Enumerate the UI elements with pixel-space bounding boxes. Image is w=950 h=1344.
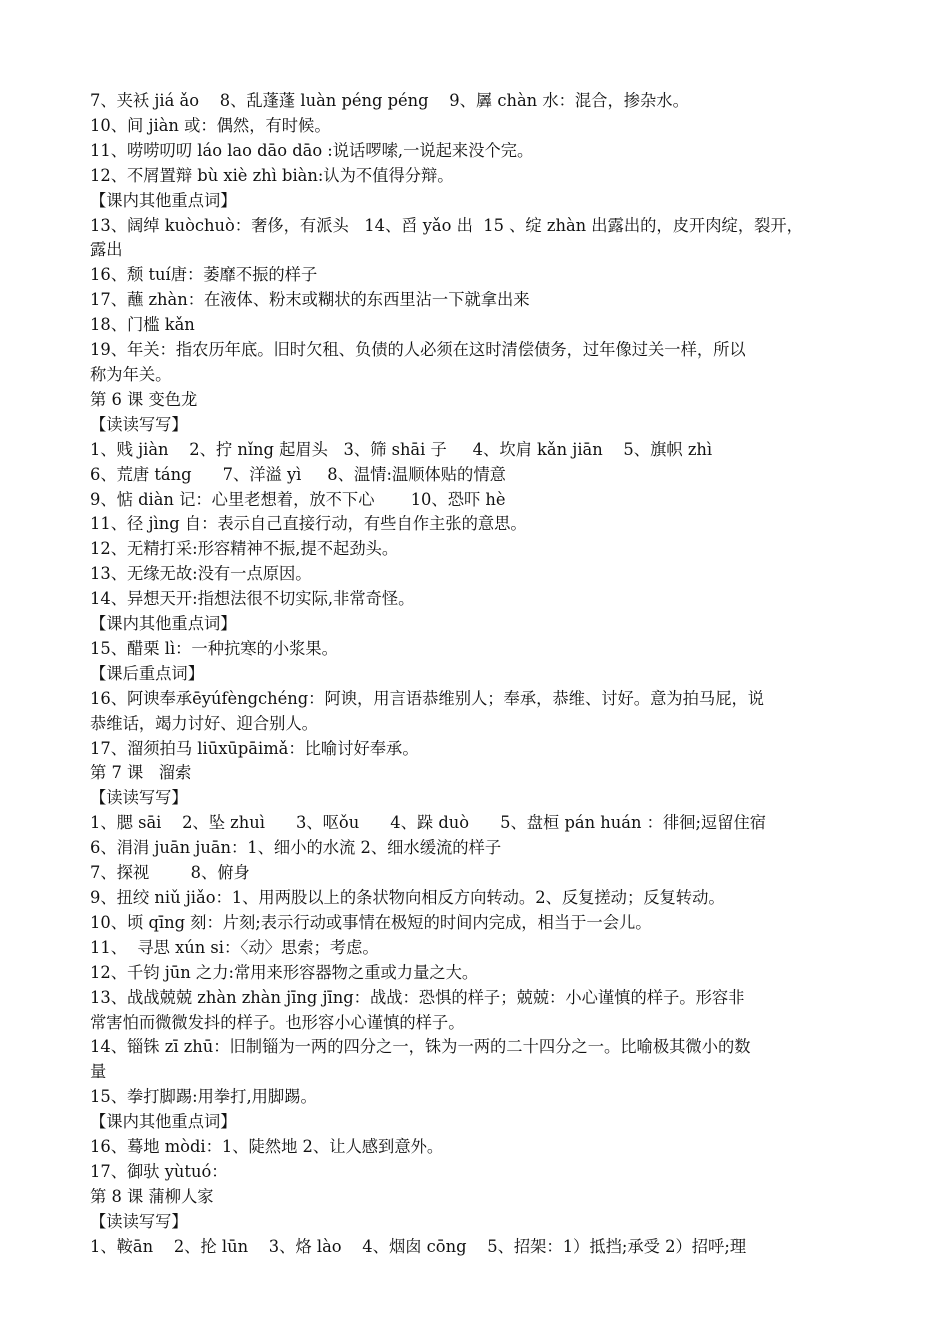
text-line: 18、门槛 kǎn (90, 315, 195, 335)
text-line: 常害怕而微微发抖的样子。也形容小心谨慎的样子。 (90, 1012, 465, 1032)
text-line: 16、阿谀奉承ēyúfèngchéng：阿谀，用言语恭维别人；奉承，恭维、讨好。意为拍马屁，说 (90, 688, 765, 708)
text-line: 9、惦 diàn 记：心里老想着，放不下心 10、恐吓 hè (90, 489, 506, 509)
text-line: 11、唠唠叨叨 láo lao dāo dāo :说话啰嗦,一说起来没个完。 (90, 140, 534, 160)
text-line: 7、夹袄 jiá ǎo 8、乱蓬蓬 luàn péng péng 9、羼 chàn 水：混合，掺杂水。 (90, 91, 689, 110)
text-line: 第 6 课 变色龙 (90, 389, 198, 409)
text-line: 16、颓 tuí唐：萎靡不振的样子 (90, 265, 318, 285)
text-line: 12、无精打采:形容精神不振,提不起劲头。 (90, 539, 399, 559)
text-line: 17、御驮 yùtuó： (90, 1161, 228, 1181)
text-line: 19、年关：指农历年底。旧时欠租、负债的人必须在这时清偿债务，过年像过关一样，所以 (90, 340, 746, 360)
text-line: 10、间 jiàn 或：偶然，有时候。 (90, 115, 331, 135)
text-line: 17、溜须拍马 liūxūpāimǎ：比喻讨好奉承。 (90, 738, 419, 758)
text-line: 6、荒唐 táng 7、洋溢 yì 8、温情:温顺体贴的情意 (90, 464, 506, 484)
text-line: 【读读写写】 (90, 788, 188, 808)
document-page (90, 89, 870, 1260)
text-line: 7、探视 8、俯身 (90, 863, 250, 883)
text-line: 【课后重点词】 (90, 663, 204, 683)
text-line: 【读读写写】 (90, 1211, 188, 1231)
text-line: 13、阔绰 kuòchuò：奢侈，有派头 14、舀 yǎo 出 15 、绽 zhàn 出露出的，皮开肉绽，裂开， (90, 215, 803, 235)
text-line: 13、战战兢兢 zhàn zhàn jīng jīng：战战：恐惧的样子；兢兢：小心谨慎的样子。形容非 (90, 987, 745, 1007)
text-line: 15、拳打脚踢:用拳打,用脚踢。 (90, 1087, 317, 1107)
text-line: 14、锱铢 zī zhū：旧制锱为一两的四分之一，铢为一两的二十四分之一。比喻极其微小的数 (90, 1037, 751, 1057)
text-line: 1、贱 jiàn 2、拧 nǐng 起眉头 3、筛 shāi 子 4、坎肩 kǎn jiān 5、旗帜 zhì (90, 439, 713, 459)
text-line: 13、无缘无故:没有一点原因。 (90, 564, 312, 584)
text-line: 称为年关。 (90, 364, 172, 384)
text-line: 15、醋栗 lì：一种抗寒的小浆果。 (90, 638, 338, 658)
text-line: 【读读写写】 (90, 414, 188, 434)
text-line: 恭维话，竭力讨好、迎合别人。 (90, 713, 318, 733)
text-line: 10、顷 qīng 刻：片刻;表示行动或事情在极短的时间内完成，相当于一会儿。 (90, 912, 652, 932)
text-line: 12、千钧 jūn 之力:常用来形容器物之重或力量之大。 (90, 962, 479, 982)
text-line: 【课内其他重点词】 (90, 190, 237, 210)
text-line: 16、蓦地 mòdi：1、陡然地 2、让人感到意外。 (90, 1137, 444, 1157)
text-line: 1、腮 sāi 2、坠 zhuì 3、呕ǒu 4、跺 duò 5、盘桓 pán huán ：徘徊;逗留住宿 (90, 813, 767, 833)
text-line: 6、涓涓 juān juān：1、细小的水流 2、细水缓流的样子 (90, 838, 502, 858)
text-line: 17、蘸 zhàn：在液体、粉末或糊状的东西里沾一下就拿出来 (90, 290, 530, 310)
text-line: 量 (90, 1062, 107, 1082)
text-line: 【课内其他重点词】 (90, 1112, 237, 1132)
text-line: 11、径 jìng 自：表示自己直接行动，有些自作主张的意思。 (90, 514, 527, 534)
text-line: 1、鞍ān 2、抡 lūn 3、烙 lào 4、烟囱 cōng 5、招架：1）抵挡;承受 2）招呼;理 (90, 1236, 747, 1256)
text-line: 第 7 课 溜索 (90, 763, 192, 783)
text-line: 12、不屑置辩 bù xiè zhì biàn:认为不值得分辩。 (90, 165, 454, 185)
text-line: 第 8 课 蒲柳人家 (90, 1186, 214, 1206)
text-line: 14、异想天开:指想法很不切实际,非常奇怪。 (90, 589, 415, 609)
text-line: 露出 (90, 240, 123, 260)
text-line: 11、 寻思 xún si：〈动〉思索；考虑。 (90, 937, 379, 957)
text-line: 9、扭绞 niǔ jiǎo：1、用两股以上的条状物向相反方向转动。2、反复搓动；反复转动。 (90, 888, 725, 907)
text-line: 【课内其他重点词】 (90, 614, 237, 634)
